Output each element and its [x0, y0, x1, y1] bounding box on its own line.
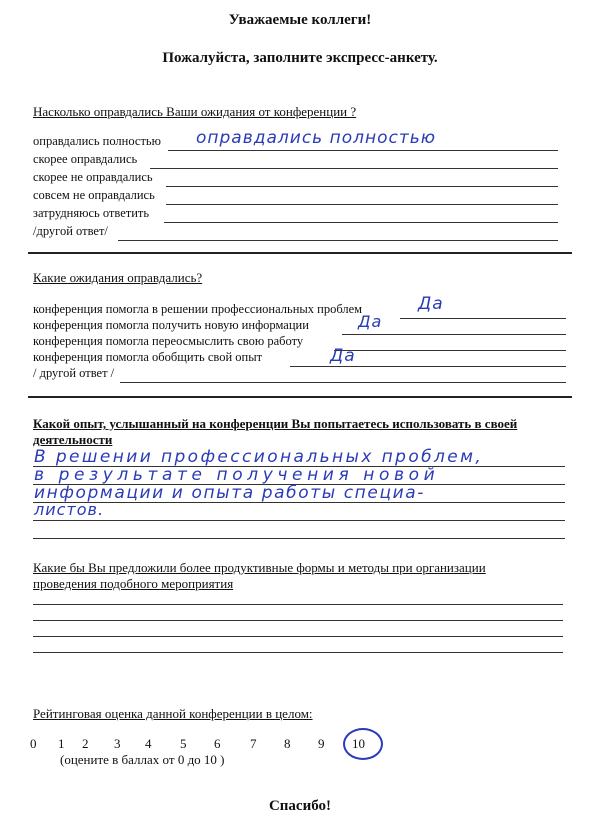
q1-option-3: скорее не оправдались	[33, 170, 153, 184]
rating-9[interactable]: 9	[318, 736, 325, 751]
q2-option-1: конференция помогла в решении профессиональных проблем	[33, 302, 363, 316]
q1-option-4: совсем не оправдались	[33, 188, 155, 202]
q4-line-3[interactable]	[33, 636, 563, 637]
greeting-title: Уважаемые коллеги!	[228, 12, 372, 28]
q2-line-3[interactable]	[334, 350, 566, 351]
q3-line-4[interactable]	[33, 520, 565, 521]
q2-answer-4: Да	[330, 346, 356, 366]
thanks-text: Спасибо!	[268, 798, 332, 814]
q4-line-1[interactable]	[33, 604, 563, 605]
q1-line-2[interactable]	[150, 168, 558, 169]
rating-10[interactable]: 10	[352, 736, 365, 751]
q1-line-6[interactable]	[118, 240, 558, 241]
q1-line-1[interactable]	[168, 150, 558, 151]
q1-handwritten-answer: оправдались полностью	[196, 128, 437, 148]
q2-option-4: конференция помогла обобщить свой опыт	[33, 350, 263, 364]
q2-line-5[interactable]	[120, 382, 566, 383]
q1-option-6: /другой ответ/	[33, 224, 108, 238]
rating-3[interactable]: 3	[114, 736, 121, 751]
q2-line-4[interactable]	[290, 366, 566, 367]
question-4: Какие бы Вы предложили более продуктивные формы и методы при организации	[33, 560, 486, 575]
survey-instruction: Пожалуйста, заполните экспресс-анкету.	[162, 50, 438, 66]
q2-line-1[interactable]	[400, 318, 566, 319]
section-divider	[28, 396, 572, 398]
rating-6[interactable]: 6	[214, 736, 221, 751]
selected-rating-circle	[343, 728, 383, 760]
q1-option-5: затрудняюсь ответить	[33, 206, 150, 220]
question-3-cont: деятельности	[33, 432, 113, 447]
rating-2[interactable]: 2	[82, 736, 89, 751]
rating-hint: (оцените в баллах от 0 до 10 )	[60, 752, 225, 767]
rating-4[interactable]: 4	[145, 736, 152, 751]
rating-8[interactable]: 8	[284, 736, 291, 751]
rating-5[interactable]: 5	[180, 736, 187, 751]
q2-answer-1: Да	[418, 294, 444, 314]
q4-line-2[interactable]	[33, 620, 563, 621]
question-2: Какие ожидания оправдались?	[33, 270, 203, 285]
q3-answer-line-2: в результате получения новой	[34, 465, 440, 485]
q3-line-5[interactable]	[33, 538, 565, 539]
q4-line-4[interactable]	[33, 652, 563, 653]
q2-answer-2: Да	[358, 312, 383, 331]
q3-answer-line-1: В решении профессиональных проблем,	[34, 447, 484, 467]
q1-option-2: скорее оправдались	[33, 152, 138, 166]
question-4-cont: проведения подобного мероприятия	[33, 576, 234, 591]
q1-option-1: оправдались полностью	[33, 134, 161, 148]
rating-7[interactable]: 7	[250, 736, 257, 751]
q1-line-5[interactable]	[164, 222, 558, 223]
rating-0[interactable]: 0	[30, 736, 37, 751]
section-divider	[28, 252, 572, 254]
q3-answer-line-3: информации и опыта работы специа-	[34, 483, 426, 503]
question-3: Какой опыт, услышанный на конференции Вы попытаетесь использовать в своей	[33, 416, 518, 431]
q2-option-5: / другой ответ /	[33, 366, 115, 380]
q3-answer-line-4: листов.	[34, 500, 105, 519]
rating-1[interactable]: 1	[58, 736, 65, 751]
q1-line-4[interactable]	[166, 204, 558, 205]
q2-line-2[interactable]	[342, 334, 566, 335]
question-1: Насколько оправдались Ваши ожидания от конференции ?	[33, 104, 357, 119]
rating-question: Рейтинговая оценка данной конференции в целом:	[33, 706, 313, 721]
q1-line-3[interactable]	[166, 186, 558, 187]
q2-option-3: конференция помогла переосмыслить свою работу	[33, 334, 304, 348]
q2-option-2: конференция помогла получить новую информации	[33, 318, 309, 332]
